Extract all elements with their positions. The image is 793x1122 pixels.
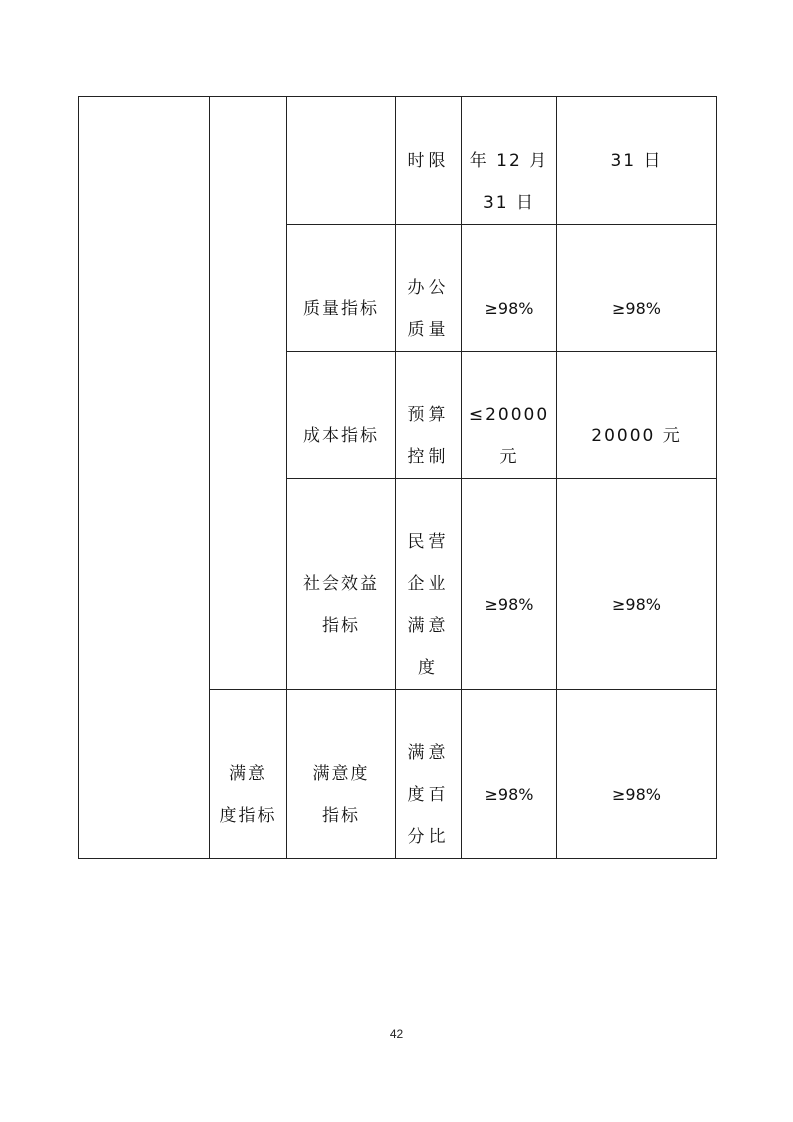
performance-indicator-table xyxy=(78,96,717,859)
social-indicator-cell xyxy=(396,479,462,690)
time-annual-target-value: 年 12 月 31 日 xyxy=(469,151,549,213)
time-actual-value: 31 日 xyxy=(610,151,663,171)
social-actual-value: ≥98% xyxy=(612,595,661,614)
cost-actual-cell xyxy=(557,352,717,479)
cost-category-cell xyxy=(287,352,396,479)
cost-annual-target-value: ≤20000 元 xyxy=(468,405,550,467)
cost-category-label: 成本指标 xyxy=(303,426,379,446)
satisfaction-actual-cell xyxy=(557,690,717,859)
quality-annual-target-cell xyxy=(462,225,557,352)
project-cell xyxy=(79,97,210,859)
time-indicator-label: 时限 xyxy=(407,151,450,171)
quality-annual-target-value: ≥98% xyxy=(484,299,534,318)
time-annual-target-cell xyxy=(462,97,557,225)
satisfaction-group-cell xyxy=(210,690,287,859)
quality-indicator-cell xyxy=(396,225,462,352)
satisfaction-indicator-label: 满意 度百 分比 xyxy=(407,743,450,847)
social-actual-cell xyxy=(557,479,717,690)
social-category-label: 社会效益 指标 xyxy=(303,574,379,636)
satisfaction-annual-target-cell xyxy=(462,690,557,859)
cost-annual-target-cell xyxy=(462,352,557,479)
satisfaction-indicator-cell xyxy=(396,690,462,859)
page-number: 42 xyxy=(389,1027,404,1041)
satisfaction-actual-value: ≥98% xyxy=(612,785,661,804)
social-category-cell xyxy=(287,479,396,690)
time-indicator-cell xyxy=(396,97,462,225)
satisfaction-annual-target-value: ≥98% xyxy=(484,785,534,804)
satisfaction-category-cell xyxy=(287,690,396,859)
social-annual-target-value: ≥98% xyxy=(484,595,534,614)
cost-actual-value: 20000 元 xyxy=(591,426,682,446)
time-actual-cell xyxy=(557,97,717,225)
social-indicator-label: 民营 企业 满意 度 xyxy=(407,532,450,678)
satisfaction-category-label: 满意度 指标 xyxy=(312,764,370,826)
quality-category-label: 质量指标 xyxy=(303,299,379,319)
quality-category-cell xyxy=(287,225,396,352)
cost-indicator-cell xyxy=(396,352,462,479)
quality-indicator-label: 办公 质量 xyxy=(407,278,450,340)
output-group-cell xyxy=(210,97,287,690)
satisfaction-group-label: 满意 度指标 xyxy=(219,764,277,826)
time-category-cell xyxy=(287,97,396,225)
quality-actual-cell xyxy=(557,225,717,352)
cost-indicator-label: 预算 控制 xyxy=(407,405,450,467)
table-row-time xyxy=(79,97,717,225)
social-annual-target-cell xyxy=(462,479,557,690)
quality-actual-value: ≥98% xyxy=(612,299,661,318)
